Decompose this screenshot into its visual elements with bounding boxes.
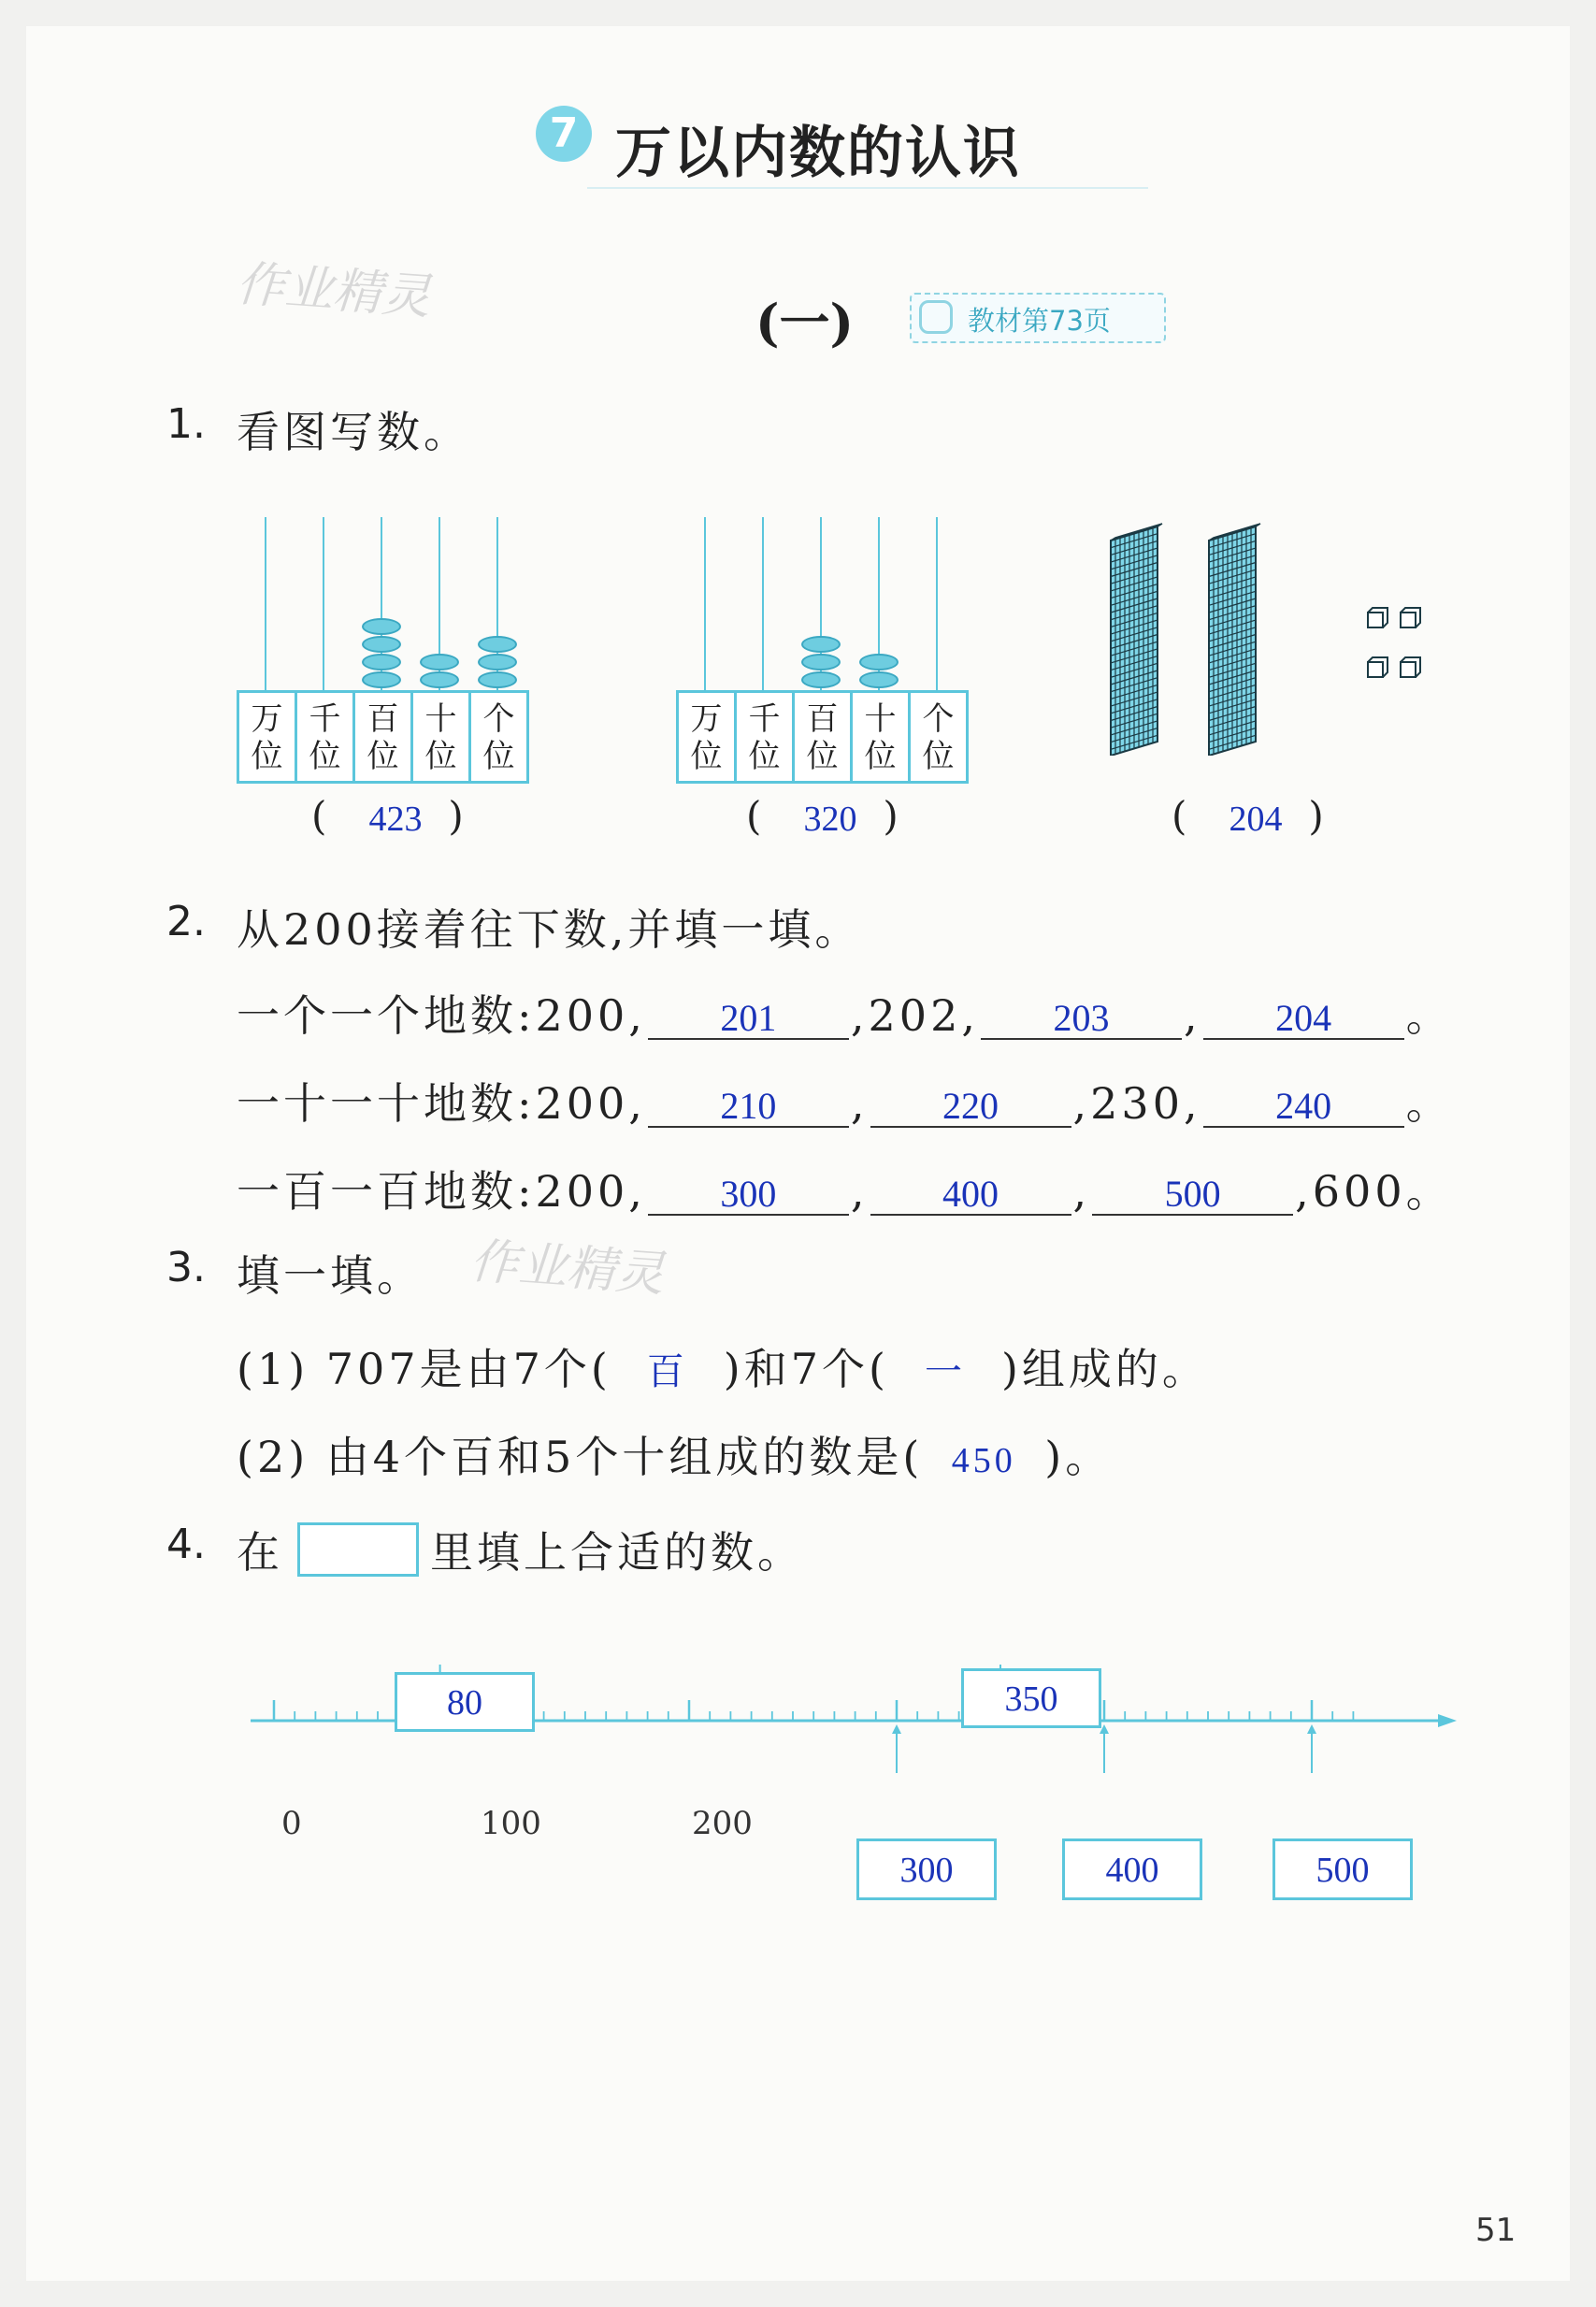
q3-item-1-text-a: (1) 707是由7个(	[237, 1344, 611, 1394]
q1-prompt: 看图写数。	[237, 407, 470, 457]
q2-row-2-blank-3: 240	[1203, 1077, 1404, 1128]
place-value-cell: 十 位	[410, 690, 471, 784]
watermark-2: 作业精灵	[467, 1233, 667, 1304]
page-number: 51	[1475, 2212, 1517, 2249]
abacus-rod	[762, 517, 764, 690]
q3-item-1-text-b: )和7个(	[723, 1344, 889, 1394]
place-value-cell: 百 位	[352, 690, 413, 784]
q3-item-1-answer-a: 百	[646, 1350, 688, 1392]
q2-row-2: 一十一十地数:200, 210 , 220 ,230, 240 。	[237, 1078, 1453, 1129]
q1-answer-1-paren: ( )	[311, 793, 464, 839]
q1-answer-1: 423	[368, 800, 423, 839]
axis-label-200: 200	[692, 1805, 753, 1842]
abacus-rod	[936, 517, 938, 690]
abacus-rod	[704, 517, 706, 690]
place-value-cell: 千 位	[734, 690, 795, 784]
unit-title: 万以内数的认识	[615, 121, 1021, 186]
abacus-bead	[478, 671, 517, 688]
axis-arrow-icon	[1438, 1714, 1457, 1727]
answer-box-400: 400	[1062, 1838, 1202, 1900]
pointer-arrow-icon	[1307, 1724, 1316, 1734]
unit-number: 7	[549, 109, 579, 157]
answer-box-300: 300	[856, 1838, 997, 1900]
q2-row-2-blank-2: 220	[870, 1077, 1071, 1128]
abacus-bead	[362, 636, 401, 653]
section-title: (一)	[755, 293, 855, 353]
q1-answer-3: 204	[1229, 800, 1283, 839]
answer-box-350: 350	[961, 1668, 1101, 1728]
q2-row-1-blank-1: 201	[648, 989, 849, 1040]
q2-row-1-blank-3: 204	[1203, 989, 1404, 1040]
place-value-cell: 百 位	[792, 690, 853, 784]
q3-item-1	[237, 1335, 1209, 1397]
ones-cubes	[1368, 608, 1420, 677]
answer-box-80: 80	[395, 1672, 535, 1732]
q2-row-3-given: ,600。	[1295, 1166, 1453, 1217]
place-value-cell: 十 位	[850, 690, 911, 784]
abacus-bead	[420, 654, 459, 670]
q1-label: 1.	[166, 400, 206, 448]
q2-row-2-given: ,230,	[1072, 1078, 1201, 1129]
abacus-bead	[801, 671, 841, 688]
workbook-page	[26, 26, 1570, 2281]
q3-label: 3.	[166, 1244, 206, 1291]
q3-item-1-text-c: )组成的。	[1000, 1344, 1209, 1394]
abacus-bead	[801, 654, 841, 670]
q3-item-2-text-a: (2) 由4个百和5个十组成的数是(	[237, 1432, 924, 1482]
abacus-bead	[478, 636, 517, 653]
q2-row-3-blank-1: 300	[648, 1165, 849, 1216]
title-underline	[587, 187, 1148, 189]
q4-label: 4.	[166, 1521, 206, 1568]
q2-row-2-lead: 一十一十地数:200,	[237, 1078, 646, 1129]
q2-row-3-blank-3: 500	[1092, 1165, 1293, 1216]
q2-label: 2.	[166, 898, 206, 945]
abacus-bead	[362, 671, 401, 688]
q2-row-1-given: ,202,	[850, 990, 979, 1041]
q3-item-2	[237, 1423, 1112, 1485]
abacus-bead	[859, 654, 899, 670]
abacus-2	[676, 489, 971, 788]
watermark: 作业精灵	[234, 255, 433, 326]
place-value-cell: 万 位	[676, 690, 737, 784]
abacus-bead	[362, 654, 401, 670]
hundred-flat-2	[1209, 524, 1260, 756]
base-ten-blocks	[1092, 503, 1447, 756]
q4-sample-box	[297, 1522, 419, 1577]
q2-row-1: 一个一个地数:200, 201 ,202, 203 , 204 。	[237, 990, 1453, 1041]
q3-item-2-text-b: )。	[1044, 1432, 1113, 1482]
q2-row-3: 一百一百地数:200, 300 , 400 , 500 ,600。	[237, 1166, 1453, 1217]
q2-row-3-lead: 一百一百地数:200,	[237, 1166, 646, 1217]
q4-prompt-b: 里填上合适的数。	[430, 1527, 804, 1578]
abacus-1	[237, 489, 531, 788]
q3-prompt: 填一填。	[237, 1250, 424, 1301]
pointer-arrow-icon	[892, 1724, 901, 1734]
q2-row-3-blank-2: 400	[870, 1165, 1071, 1216]
abacus-rod	[265, 517, 266, 690]
textbook-ref-tag	[910, 293, 1166, 343]
place-value-cell: 个 位	[908, 690, 969, 784]
place-value-cell: 千 位	[295, 690, 355, 784]
abacus-bead	[420, 671, 459, 688]
q1-answer-3-paren: ( )	[1172, 793, 1324, 839]
abacus-bead	[362, 618, 401, 635]
abacus-rod	[323, 517, 324, 690]
hundred-flat-1	[1111, 524, 1162, 756]
q4-prompt-a: 在	[237, 1527, 283, 1578]
place-value-cell: 万 位	[237, 690, 297, 784]
answer-box-500: 500	[1272, 1838, 1413, 1900]
q2-prompt: 从200接着往下数,并填一填。	[237, 904, 862, 955]
axis-label-100: 100	[481, 1805, 541, 1842]
textbook-ref: 教材第73页	[968, 305, 1111, 337]
place-value-cell: 个 位	[468, 690, 529, 784]
abacus-bead	[859, 671, 899, 688]
q1-answer-2-paren: ( )	[746, 793, 899, 839]
q3-item-1-answer-b: 一	[924, 1350, 966, 1392]
book-icon	[919, 300, 953, 334]
q2-row-2-blank-1: 210	[648, 1077, 849, 1128]
q3-item-2-answer: 450	[951, 1441, 1016, 1480]
axis-label-0: 0	[281, 1805, 302, 1842]
abacus-bead	[478, 654, 517, 670]
q1-answer-2: 320	[803, 800, 857, 839]
abacus-bead	[801, 636, 841, 653]
q2-row-1-lead: 一个一个地数:200,	[237, 990, 646, 1041]
q2-row-1-blank-2: 203	[981, 989, 1182, 1040]
